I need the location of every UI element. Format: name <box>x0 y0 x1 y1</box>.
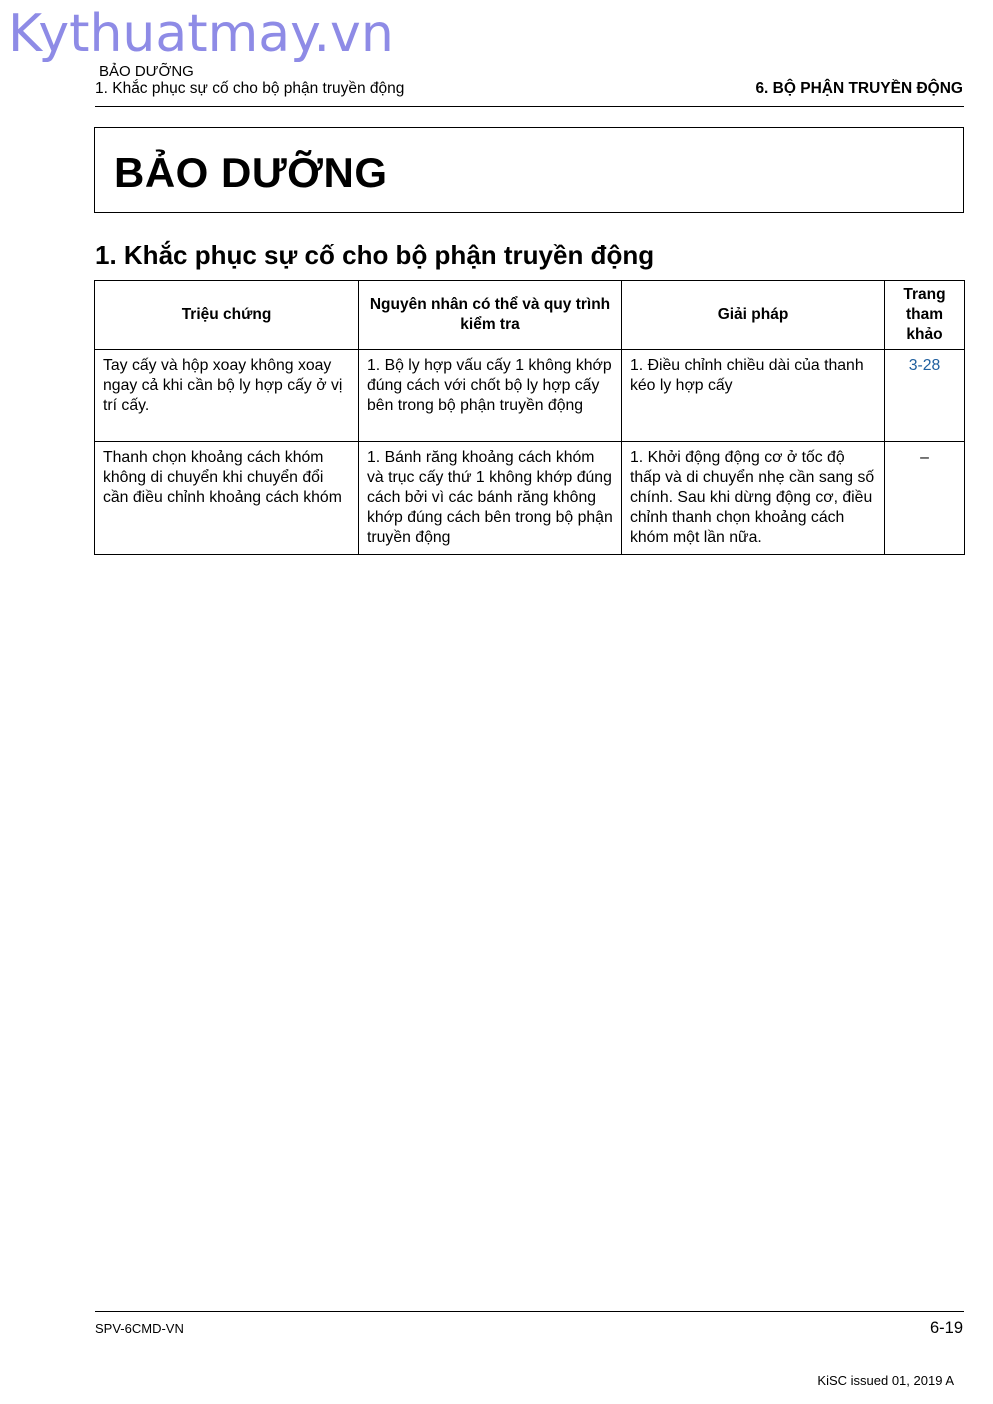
table-header-row <box>95 281 965 350</box>
reference-cell: – <box>885 442 965 555</box>
table-row <box>95 350 965 442</box>
reference-page-link[interactable]: 3-28 <box>908 357 941 374</box>
header-divider <box>95 106 964 107</box>
symptom-cell: Tay cấy và hộp xoay không xoay ngay cả khi cần bộ ly hợp cấy ở vị trí cấy. <box>95 350 359 442</box>
column-header-solution: Giải pháp <box>622 281 885 350</box>
section-title: 1. Khắc phục sự cố cho bộ phận truyền động <box>95 240 655 270</box>
column-header-reference: Trang tham khảo <box>885 281 965 350</box>
cause-cell: 1. Bộ ly hợp vấu cấy 1 không khớp đúng cách với chốt bộ ly hợp cấy bên trong bộ phận truyền động <box>359 350 622 442</box>
footer-divider <box>95 1311 964 1312</box>
symptom-cell: Thanh chọn khoảng cách khóm không di chuyển khi chuyển đổi cần điều chỉnh khoảng cách khóm <box>95 442 359 555</box>
troubleshooting-table <box>94 280 965 555</box>
column-header-cause: Nguyên nhân có thể và quy trình kiểm tra <box>359 281 622 350</box>
table-row <box>95 442 965 555</box>
header-section: 1. Khắc phục sự cố cho bộ phận truyền động <box>95 80 405 97</box>
solution-cell: 1. Điều chỉnh chiều dài của thanh kéo ly hợp cấy <box>622 350 885 442</box>
header-chapter-number: 6. BỘ PHẬN TRUYỀN ĐỘNG <box>755 80 963 97</box>
cause-cell: 1. Bánh răng khoảng cách khóm và trục cấy thứ 1 không khớp đúng cách bởi vì các bánh răng không khớp đúng cách bên trong bộ phận truyền động <box>359 442 622 555</box>
reference-cell <box>885 350 965 442</box>
footer-issued: KiSC issued 01, 2019 A <box>817 1373 954 1388</box>
watermark: Kythuatmay.vn <box>8 4 394 64</box>
column-header-symptom: Triệu chứng <box>95 281 359 350</box>
footer-document-code: SPV-6CMD-VN <box>95 1321 184 1336</box>
solution-cell: 1. Khởi động động cơ ở tốc độ thấp và di chuyển nhẹ cần sang số chính. Sau khi dừng động cơ, điều chỉnh thanh chọn khoảng cách khóm một lần nữa. <box>622 442 885 555</box>
header-chapter: BẢO DƯỠNG <box>99 63 194 80</box>
title-box <box>94 127 964 213</box>
page-title: BẢO DƯỠNG <box>114 149 388 196</box>
footer-page-number: 6-19 <box>929 1319 963 1337</box>
